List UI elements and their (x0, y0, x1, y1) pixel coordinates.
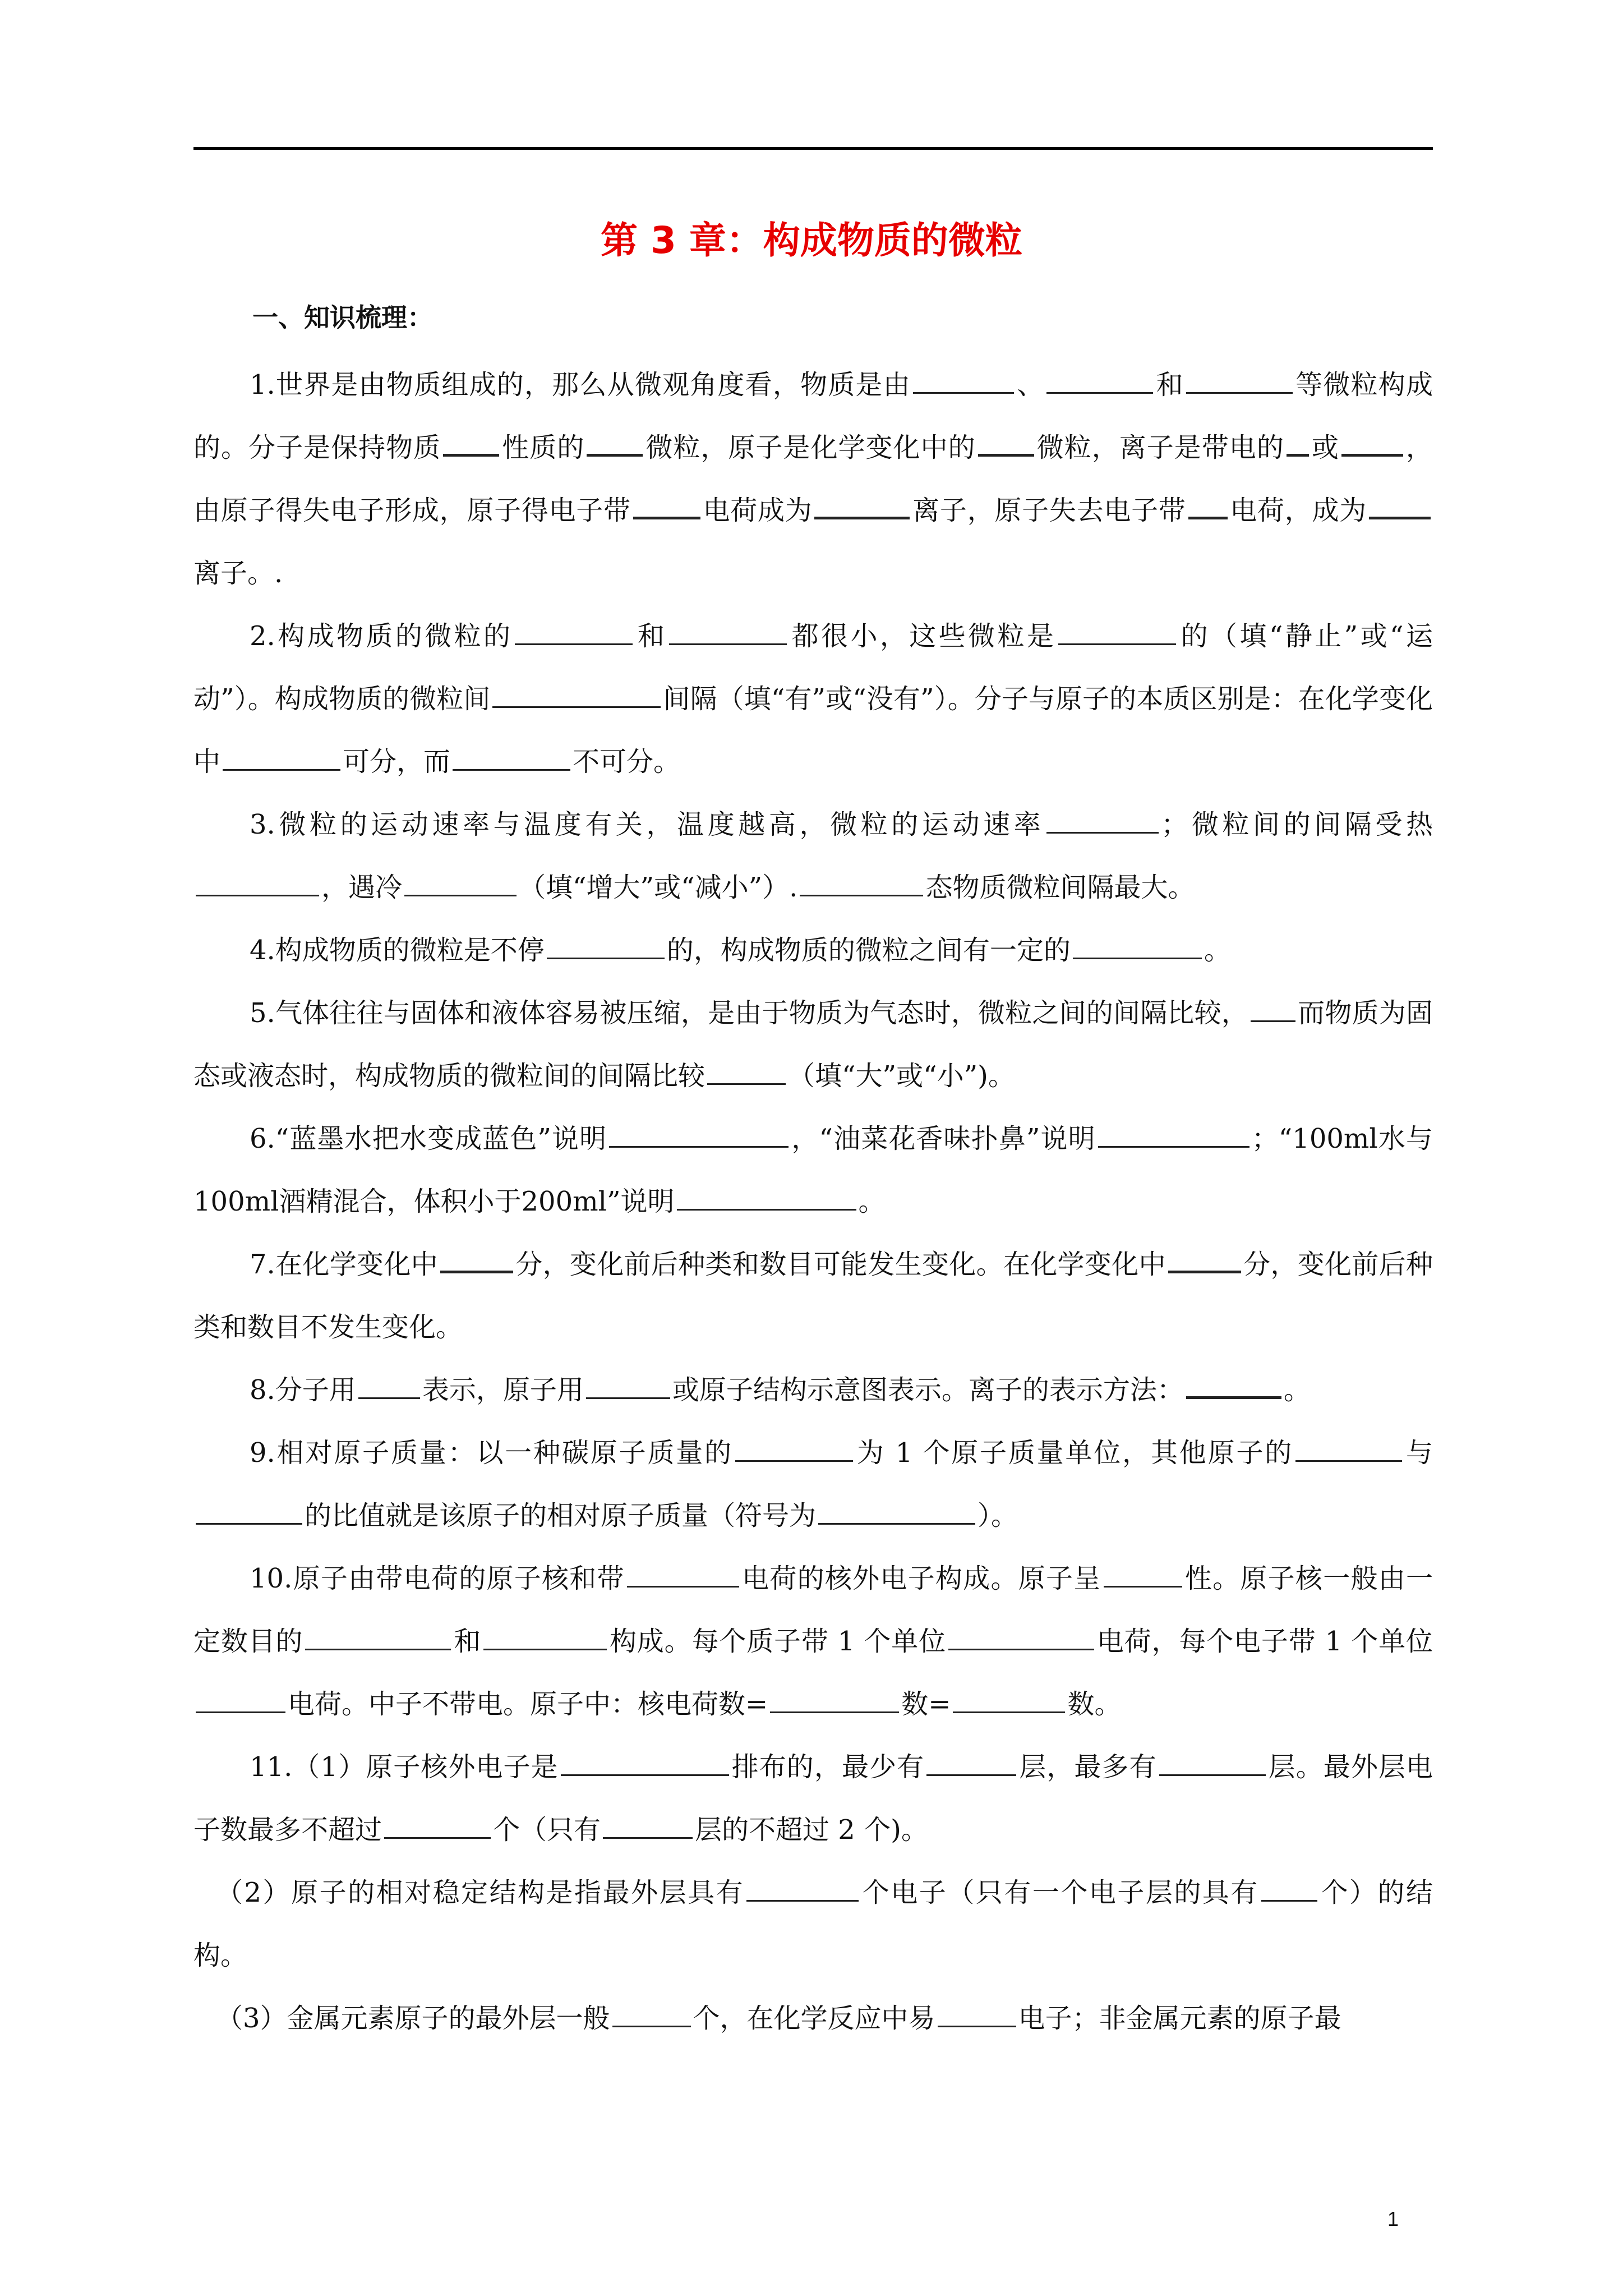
question-11-2 (193, 1861, 1433, 1987)
answer-blank[interactable] (818, 1498, 975, 1525)
answer-blank[interactable] (627, 1561, 739, 1588)
text-segment: 。 (1204, 935, 1231, 966)
question-6 (193, 1107, 1433, 1233)
answer-blank[interactable] (1295, 1435, 1402, 1462)
text-segment: 5.气体往往与固体和液体容易被压缩，是由于物质为气态时，微粒之间的间隔比较， (250, 997, 1248, 1029)
text-segment: 10.原子由带电荷的原子核和带 (250, 1563, 625, 1594)
answer-blank[interactable] (384, 1812, 491, 1839)
text-segment: 电荷，成为 (1229, 495, 1367, 526)
text-segment: 、 (1016, 369, 1045, 401)
text-segment: 数= (901, 1688, 951, 1720)
text-segment: 分，变化前后种类和数目不发生变化。 (193, 1249, 1433, 1343)
answer-blank[interactable] (1073, 933, 1202, 959)
answer-blank[interactable] (735, 1435, 853, 1462)
answer-blank[interactable] (926, 1750, 1016, 1776)
text-segment: 性。原子核一般由一定数目的 (193, 1563, 1433, 1657)
answer-blank[interactable] (1104, 1561, 1182, 1588)
answer-blank[interactable] (1058, 619, 1176, 645)
question-2 (193, 605, 1433, 793)
text-segment: ；“100ml水与100ml酒精混合，体积小于200ml”说明 (193, 1123, 1433, 1217)
text-segment: ；微粒间的间隔受热 (1161, 809, 1433, 840)
text-segment: 而物质为固态或液态时，构成物质的微粒间的间隔比较 (193, 997, 1433, 1092)
answer-blank[interactable] (948, 1624, 1094, 1650)
text-segment: 4.构成物质的微粒是不停 (250, 935, 545, 966)
text-segment: 的比值就是该原子的相对原子质量（符号为 (305, 1500, 817, 1531)
text-segment: 排布的，最少有 (731, 1751, 925, 1783)
text-segment: 个，在化学反应中易 (693, 2003, 935, 2034)
text-segment: 与 (1404, 1437, 1433, 1469)
answer-blank[interactable] (1046, 807, 1159, 834)
answer-blank[interactable] (800, 870, 923, 896)
text-segment: ，由原子得失电子形成，原子得电子带 (193, 432, 1433, 526)
text-segment: 性质的 (501, 432, 585, 463)
question-4 (193, 919, 1433, 982)
question-9 (193, 1421, 1433, 1547)
text-segment: ，“油菜花香味扑鼻”说明 (791, 1123, 1096, 1154)
answer-blank[interactable] (404, 870, 517, 896)
answer-blank[interactable] (440, 1246, 513, 1273)
text-segment: 不可分。 (573, 746, 681, 777)
text-segment: 和 (635, 620, 667, 652)
answer-blank[interactable] (814, 492, 910, 519)
answer-blank[interactable] (492, 682, 661, 708)
text-segment: 11.（1）原子核外电子是 (250, 1751, 559, 1783)
answer-blank[interactable] (196, 1687, 285, 1713)
text-segment: 层，最多有 (1018, 1751, 1157, 1783)
answer-blank[interactable] (913, 367, 1014, 394)
answer-blank[interactable] (587, 429, 643, 457)
text-segment: 1.世界是由物质组成的，那么从微观角度看，物质是由 (250, 369, 911, 401)
question-10 (193, 1547, 1433, 1736)
text-segment: ，遇冷 (321, 872, 403, 903)
answer-blank[interactable] (196, 1498, 302, 1525)
text-segment: 表示，原子用 (422, 1374, 584, 1406)
page-title: 第 3 章：构成物质的微粒 (601, 219, 1022, 262)
answer-blank[interactable] (1046, 367, 1153, 394)
text-segment: （2）原子的相对稳定结构是指最外层具有 (216, 1877, 745, 1908)
text-segment: 为 1 个原子质量单位，其他原子的 (855, 1437, 1294, 1469)
answer-blank[interactable] (770, 1687, 899, 1713)
text-segment: 电荷，每个电子带 1 个单位 (1096, 1626, 1433, 1657)
answer-blank[interactable] (953, 1687, 1065, 1713)
text-segment: 离子，原子失去电子带 (912, 495, 1186, 526)
text-segment: 都很小，这些微粒是 (789, 620, 1057, 652)
answer-blank[interactable] (586, 1373, 670, 1399)
text-segment: 数。 (1067, 1688, 1122, 1720)
question-7 (193, 1233, 1433, 1359)
answer-blank[interactable] (612, 2001, 691, 2027)
text-segment: 电子；非金属元素的原子最 (1018, 2003, 1341, 2034)
text-segment: ）。 (978, 1500, 1018, 1531)
question-1 (193, 353, 1433, 605)
answer-blank[interactable] (1159, 1750, 1266, 1776)
answer-blank[interactable] (223, 744, 340, 771)
text-segment: 2.构成物质的微粒的 (250, 620, 513, 652)
text-segment: 电荷成为 (702, 495, 813, 526)
text-segment: 层的不超过 2 个)。 (695, 1814, 928, 1846)
text-segment: 个（只有 (493, 1814, 601, 1846)
text-segment: 分，变化前后种类和数目可能发生变化。在化学变化中 (515, 1249, 1166, 1280)
answer-blank[interactable] (196, 870, 319, 896)
answer-blank[interactable] (358, 1373, 420, 1399)
text-segment: 8.分子用 (250, 1374, 356, 1406)
text-segment: （填“大”或“小”)。 (788, 1060, 1015, 1092)
text-segment: 和 (1155, 369, 1184, 401)
text-segment: 层。最外层电子数最多不超过 (193, 1751, 1433, 1846)
text-segment: （填“增大”或“减小”）. (519, 872, 798, 903)
answer-blank[interactable] (1261, 1875, 1317, 1902)
question-11-3 (193, 1987, 1433, 2050)
page-number: 1 (1387, 2207, 1399, 2230)
text-segment: 间隔（填“有”或“没有”）。分子与原子的本质区别是：在化学变化中 (193, 683, 1433, 777)
question-3 (193, 793, 1433, 919)
answer-blank[interactable] (561, 1750, 729, 1776)
text-segment: 3.微粒的运动速率与温度有关，温度越高，微粒的运动速率 (250, 809, 1045, 840)
answer-blank[interactable] (547, 933, 665, 959)
answer-blank[interactable] (1251, 996, 1295, 1022)
text-segment: 电荷的核外电子构成。原子呈 (741, 1563, 1101, 1594)
header-rule (193, 147, 1433, 150)
text-segment: 离子。. (193, 558, 283, 589)
answer-blank[interactable] (1098, 1121, 1249, 1148)
text-segment: 个）的结构。 (193, 1877, 1433, 1971)
answer-blank[interactable] (515, 619, 633, 645)
text-segment: 和 (453, 1626, 482, 1657)
question-11-1 (193, 1736, 1433, 1861)
question-8 (193, 1359, 1433, 1421)
answer-blank[interactable] (1186, 1372, 1281, 1399)
text-segment: 电荷。中子不带电。原子中：核电荷数= (288, 1688, 768, 1720)
text-segment: （3）金属元素原子的最外层一般 (216, 2003, 610, 2034)
answer-blank[interactable] (978, 429, 1034, 457)
answer-blank[interactable] (453, 744, 570, 771)
text-segment: 9.相对原子质量：以一种碳原子质量的 (250, 1437, 733, 1469)
answer-blank[interactable] (707, 1059, 786, 1085)
answer-blank[interactable] (669, 619, 787, 645)
answer-blank[interactable] (677, 1184, 856, 1211)
answer-blank[interactable] (1168, 1246, 1241, 1273)
text-segment: 6.“蓝墨水把水变成蓝色”说明 (250, 1123, 607, 1154)
answer-blank[interactable] (1341, 429, 1403, 457)
text-segment: 微粒，原子是化学变化中的 (645, 432, 976, 463)
question-5 (193, 982, 1433, 1107)
answer-blank[interactable] (938, 2001, 1016, 2027)
question-list (193, 353, 1433, 2050)
text-segment: 个电子（只有一个电子层的具有 (861, 1877, 1259, 1908)
answer-blank[interactable] (603, 1812, 693, 1839)
text-segment: 。 (1283, 1374, 1311, 1406)
text-segment: 可分，而 (343, 746, 451, 777)
answer-blank[interactable] (1287, 429, 1309, 457)
text-segment: 或原子结构示意图表示。离子的表示方法： (672, 1374, 1184, 1406)
text-segment: 的（填“静止”或“运动”）。构成物质的微粒间 (193, 620, 1433, 715)
text-segment: 构成。每个质子带 1 个单位 (609, 1626, 946, 1657)
answer-blank[interactable] (1369, 492, 1431, 519)
section-heading: 一、知识梳理： (252, 302, 433, 333)
answer-blank[interactable] (633, 492, 700, 519)
answer-blank[interactable] (1188, 492, 1228, 519)
text-segment: 7.在化学变化中 (250, 1249, 438, 1280)
text-segment: 态物质微粒间隔最大。 (925, 872, 1195, 903)
text-segment: 等微粒构成的。分子是保持物质 (193, 369, 1433, 463)
answer-blank[interactable] (1186, 367, 1293, 394)
answer-blank[interactable] (609, 1121, 789, 1148)
answer-blank[interactable] (305, 1624, 451, 1650)
answer-blank[interactable] (483, 1624, 607, 1650)
text-segment: 微粒，离子是带电的 (1036, 432, 1284, 463)
text-segment: 。 (858, 1186, 886, 1217)
answer-blank[interactable] (746, 1875, 859, 1902)
text-segment: 的，构成物质的微粒之间有一定的 (666, 935, 1071, 966)
answer-blank[interactable] (443, 429, 499, 457)
text-segment: 或 (1311, 432, 1339, 463)
